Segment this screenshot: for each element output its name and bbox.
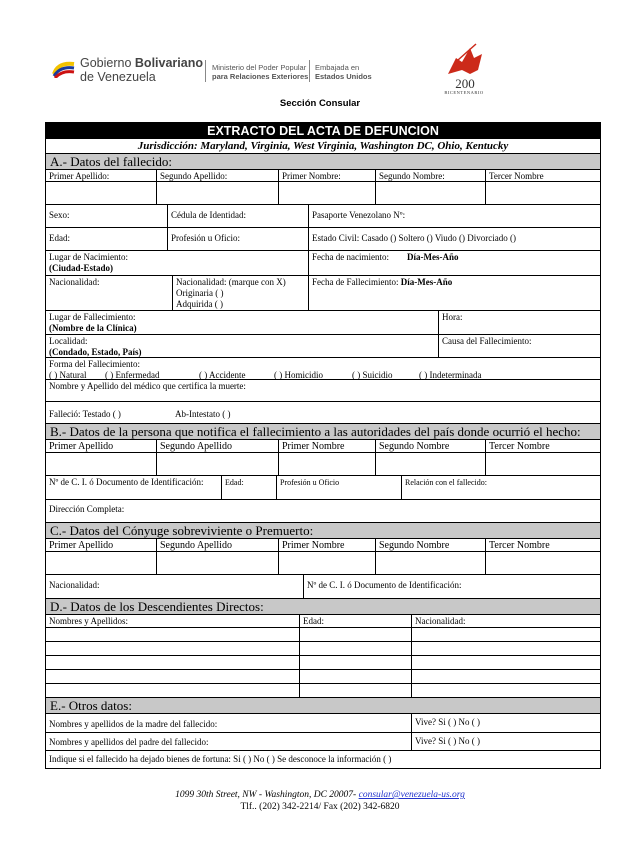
nacionalidad-label: Nacionalidad: [46, 276, 173, 310]
section-a-names-labels [46, 170, 600, 182]
c-primer-apellido-field[interactable] [46, 552, 157, 574]
e-madre-vive-options[interactable]: Vive? Si ( ) No ( ) [415, 717, 480, 727]
d-edad-field[interactable] [300, 628, 412, 641]
estado-civil-options[interactable]: Estado Civil: Casado () Soltero () Viudo () Divorciado () [312, 233, 517, 243]
footer [0, 789, 640, 813]
nacimiento-row [46, 251, 600, 276]
embassy-name: Embajada en Estados Unidos [315, 63, 372, 81]
c-ci-field[interactable]: Nº de C. I. ó Documento de Identificación: [307, 580, 462, 590]
header-divider [309, 60, 310, 82]
localidad-field[interactable]: Localidad: (Condado, Estado, País) [46, 335, 439, 357]
ministry-name: Ministerio del Poder Popular para Relaciones Exteriores [212, 63, 309, 81]
e-madre-field[interactable]: Nombres y apellidos de la madre del fallecido: [46, 714, 412, 732]
footer-phone: Tlf.. (202) 342-2214/ Fax (202) 342-6820 [240, 802, 400, 812]
death-certificate-form [45, 122, 601, 769]
testado-option[interactable]: Falleció: Testado ( ) [49, 409, 121, 419]
profesion-field[interactable]: Profesión u Oficio: [168, 228, 309, 250]
b-tercer-nombre-field[interactable] [486, 453, 600, 475]
c-nacionalidad-row [46, 575, 600, 599]
forma-homicidio-option[interactable]: ( ) Homicidio [274, 370, 323, 379]
section-c-names-labels [46, 539, 600, 552]
hora-field[interactable]: Hora: [442, 312, 463, 322]
forma-indeterminada-option[interactable]: ( ) Indeterminada [419, 370, 482, 379]
d-edad-field[interactable] [300, 642, 412, 655]
b-ci-row [46, 476, 600, 500]
c-tercer-nombre-label: Tercer Nombre [489, 540, 550, 551]
forma-fallecimiento-options[interactable]: Forma del Fallecimiento: ( ) Natural ( ) Enfermedad ( ) Accidente ( ) Homicidio ( ) Suicidio ( ) Indeterminada [49, 359, 482, 379]
seccion-consular-label: Sección Consular [279, 98, 361, 109]
section-e-title: E.- Otros datos: [46, 698, 600, 714]
sexo-field[interactable]: Sexo: [46, 205, 168, 227]
edad-row [46, 228, 600, 251]
b-edad-field[interactable]: Edad: [222, 476, 277, 499]
nacionalidad-row [46, 276, 600, 311]
b-ci-field[interactable]: Nº de C. I. ó Documento de Identificación: [46, 476, 222, 499]
e-bienes-options[interactable]: Indique si el fallecido ha dejado bienes de fortuna: Si ( ) No ( ) Se desconoce la información ( ) [49, 754, 392, 764]
b-segundo-nombre-label: Segundo Nombre [376, 440, 486, 452]
b-primer-apellido-field[interactable] [46, 453, 157, 475]
gov-name-line1: Gobierno Bolivariano [80, 56, 203, 70]
lugar-fallecimiento-row [46, 311, 600, 335]
forma-row [46, 358, 600, 380]
d-edad-field[interactable] [300, 670, 412, 683]
section-c-title: C.- Datos del Cónyuge sobreviviente o Premuerto: [46, 523, 600, 539]
primer-apellido-label: Primer Apellido: [46, 170, 157, 181]
d-row [46, 642, 600, 656]
d-nombres-field[interactable] [46, 642, 300, 655]
ab-intestato-option[interactable]: Ab-Intestato ( ) [175, 409, 231, 419]
c-segundo-apellido-label: Segundo Apellido [157, 539, 279, 551]
c-primer-nombre-label: Primer Nombre [279, 539, 376, 551]
e-padre-vive-options[interactable]: Vive? Si ( ) No ( ) [415, 736, 480, 746]
section-b-names-inputs [46, 453, 600, 476]
form-title: EXTRACTO DEL ACTA DE DEFUNCION [46, 123, 600, 139]
nacionalidad-options[interactable]: Nacionalidad: (marque con X) Originaria ( ) Adquirida ( ) [173, 276, 309, 310]
localidad-row [46, 335, 600, 358]
d-edad-label: Edad: [300, 615, 412, 627]
c-segundo-nombre-field[interactable] [376, 552, 486, 574]
pasaporte-field[interactable]: Pasaporte Venezolano Nº: [312, 210, 406, 220]
d-nombres-field[interactable] [46, 670, 300, 683]
page-header [0, 0, 640, 120]
section-b-names-labels [46, 440, 600, 453]
cedula-field[interactable]: Cédula de Identidad: [168, 205, 309, 227]
d-row [46, 684, 600, 698]
b-direccion-field[interactable]: Dirección Completa: [49, 504, 125, 514]
b-segundo-apellido-field[interactable] [157, 453, 279, 475]
section-b-title: B.- Datos de la persona que notifica el fallecimiento a las autoridades del país donde ocurrió el hecho: [46, 424, 600, 440]
gov-name-line2: de Venezuela [80, 70, 156, 84]
segundo-nombre-field[interactable] [376, 182, 486, 204]
fecha-fallecimiento-field[interactable]: Fecha de Fallecimiento: Día-Mes-Año [312, 277, 453, 287]
primer-apellido-field[interactable] [46, 182, 157, 204]
tercer-nombre-label: Tercer Nombre [489, 171, 544, 181]
b-primer-nombre-field[interactable] [279, 453, 376, 475]
testamento-options[interactable] [46, 402, 600, 423]
footer-address: 1099 30th Street, NW - Washington, DC 20007- consular@venezuela-us.org [175, 790, 465, 800]
c-nacionalidad-field[interactable]: Nacionalidad: [46, 575, 304, 598]
edad-field[interactable]: Edad: [46, 228, 168, 250]
forma-accidente-option[interactable]: ( ) Accidente [199, 370, 246, 379]
section-d-header [46, 615, 600, 628]
fallecio-row [46, 402, 600, 424]
header-divider [205, 60, 206, 82]
b-segundo-nombre-field[interactable] [376, 453, 486, 475]
sexo-row [46, 205, 600, 228]
venezuela-flag-stars-icon [52, 60, 76, 78]
d-nacionalidad-field[interactable] [412, 628, 600, 641]
b-direccion-row [46, 500, 600, 523]
b-profesion-field[interactable]: Profesión u Oficio [277, 476, 402, 499]
svg-text:200: 200 [455, 76, 475, 91]
d-nombres-field[interactable] [46, 684, 300, 697]
fecha-nacimiento-field[interactable]: Fecha de nacimiento: Día-Mes-Año [312, 252, 459, 262]
e-madre-row [46, 714, 600, 733]
lugar-fallecimiento-field[interactable]: Lugar de Fallecimiento: (Nombre de la Clínica) [46, 311, 439, 334]
d-nacionalidad-field[interactable] [412, 684, 600, 697]
section-a-title: A.- Datos del fallecido: [46, 154, 600, 170]
c-primer-nombre-field[interactable] [279, 552, 376, 574]
tercer-nombre-field[interactable] [486, 182, 600, 204]
segundo-apellido-field[interactable] [157, 182, 279, 204]
e-padre-row [46, 733, 600, 751]
d-nombres-field[interactable] [46, 656, 300, 669]
c-primer-apellido-label: Primer Apellido [46, 539, 157, 551]
medico-row [46, 380, 600, 402]
bicentenario-label: BICENTENARIO [444, 90, 484, 95]
b-primer-nombre-label: Primer Nombre [279, 440, 376, 452]
primer-nombre-label: Primer Nombre: [279, 170, 376, 181]
d-nacionalidad-label: Nacionalidad: [415, 616, 466, 626]
d-edad-field[interactable] [300, 656, 412, 669]
b-tercer-nombre-label: Tercer Nombre [489, 441, 550, 452]
d-row [46, 656, 600, 670]
d-nombres-field[interactable] [46, 628, 300, 641]
b-relacion-field[interactable]: Relación con el fallecido: [405, 478, 487, 487]
c-tercer-nombre-field[interactable] [486, 552, 600, 574]
b-primer-apellido-label: Primer Apellido [46, 440, 157, 452]
b-segundo-apellido-label: Segundo Apellido [157, 440, 279, 452]
footer-email-link[interactable]: consular@venezuela-us.org [358, 790, 465, 800]
d-nacionalidad-field[interactable] [412, 656, 600, 669]
e-padre-field[interactable]: Nombres y apellidos del padre del fallecido: [46, 733, 412, 750]
forma-suicidio-option[interactable]: ( ) Suicidio [352, 370, 393, 379]
d-row [46, 670, 600, 684]
c-segundo-nombre-label: Segundo Nombre [376, 539, 486, 551]
causa-field[interactable]: Causa del Fallecimiento: [442, 336, 532, 346]
d-nacionalidad-field[interactable] [412, 670, 600, 683]
e-bienes-row [46, 751, 600, 768]
forma-enfermedad-option[interactable]: ( ) Enfermedad [105, 370, 160, 379]
c-segundo-apellido-field[interactable] [157, 552, 279, 574]
d-nombres-label: Nombres y Apellidos: [46, 615, 300, 627]
lugar-nacimiento-field[interactable]: Lugar de Nacimiento: (Ciudad-Estado) [46, 251, 309, 275]
primer-nombre-field[interactable] [279, 182, 376, 204]
d-row [46, 628, 600, 642]
forma-natural-option[interactable]: ( ) Natural [49, 370, 87, 379]
section-d-title: D.- Datos de los Descendientes Directos: [46, 599, 600, 615]
section-c-names-inputs [46, 552, 600, 575]
segundo-apellido-label: Segundo Apellido: [157, 170, 279, 181]
segundo-nombre-label: Segundo Nombre: [376, 170, 486, 181]
section-a-names-inputs [46, 182, 600, 205]
jurisdiction-line: Jurisdicción: Maryland, Virginia, West Virginia, Washington DC, Ohio, Kentucky [46, 139, 600, 154]
d-edad-field[interactable] [300, 684, 412, 697]
medico-field[interactable]: Nombre y Apellido del médico que certifica la muerte: [49, 381, 246, 391]
d-nacionalidad-field[interactable] [412, 642, 600, 655]
